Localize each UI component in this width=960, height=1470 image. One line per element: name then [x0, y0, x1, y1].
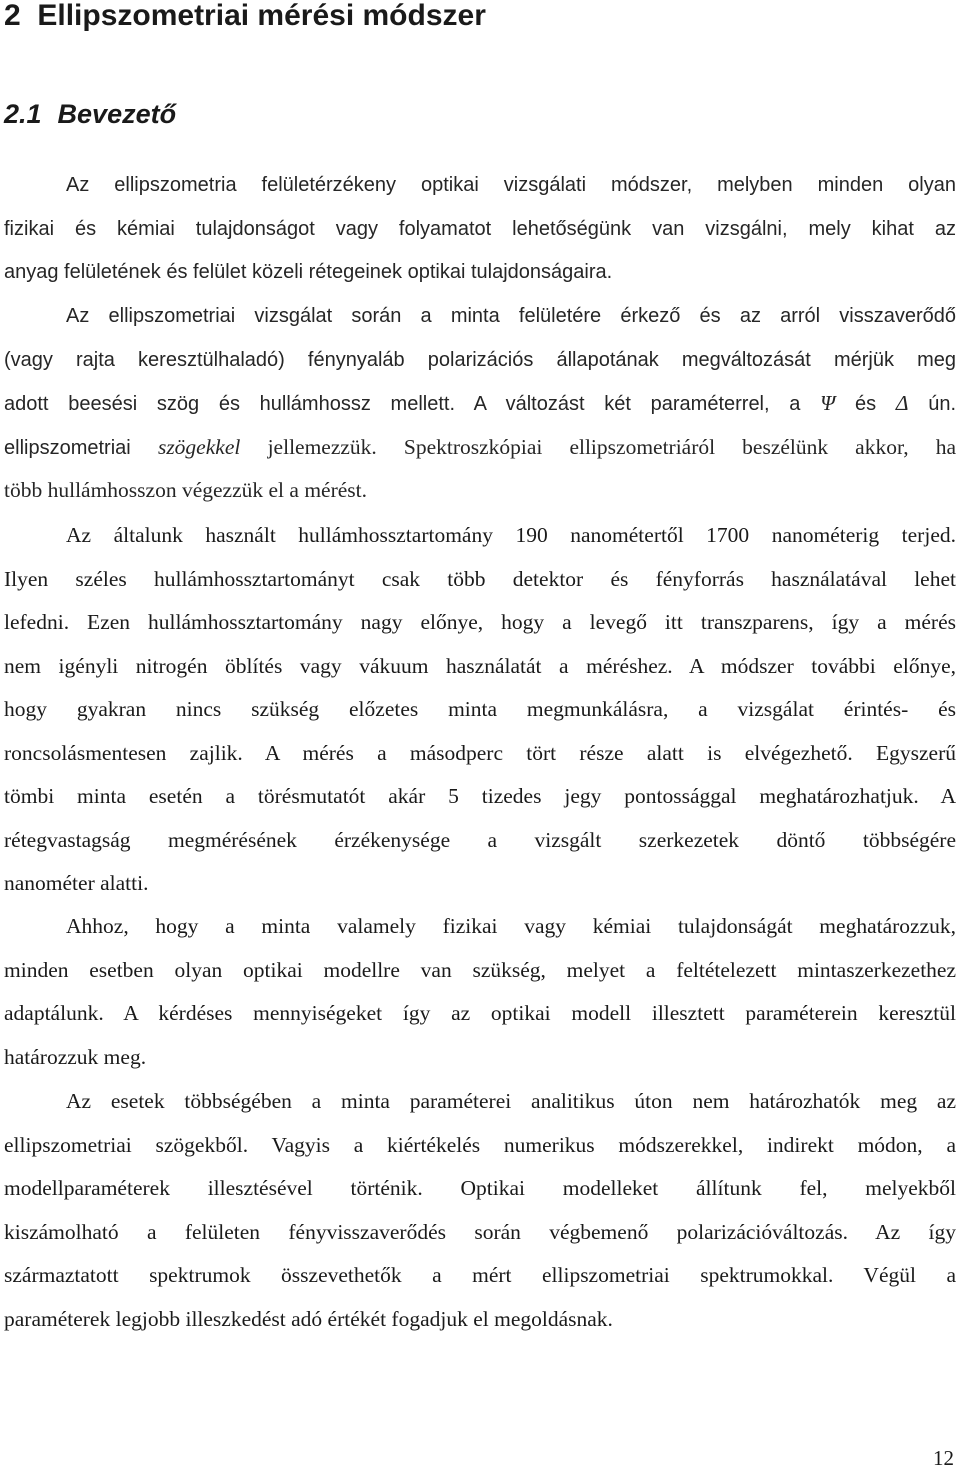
section-heading	[4, 96, 176, 132]
paragraph-numerical-evaluation	[4, 1080, 956, 1341]
paragraph-line: fizikai és kémiai tulajdonságot vagy folyamatot lehetőségünk van vizsgálni, mely kihat az	[4, 217, 956, 240]
paragraph-line	[4, 426, 956, 470]
paragraph-line: modellparaméterek illesztésével történik. Optikai modelleket állítunk fel, melyekből	[4, 1176, 956, 1200]
text-run: ún.	[928, 393, 957, 415]
chapter-heading	[4, 0, 486, 36]
paragraph-line: adaptálunk. A kérdéses mennyiségeket így az optikai modell illesztett paraméterein keresztül	[4, 1001, 956, 1025]
paragraph-line: származtatott spektrumok összevethetők a mért ellipszometriai spektrumokkal. Végül a	[4, 1263, 956, 1287]
psi-symbol: Ψ	[820, 391, 836, 415]
paragraph-line: Az általunk használt hullámhossztartomány 190 nanométertől 1700 nanométerig terjed.	[66, 523, 956, 547]
paragraph-line: Az esetek többségében a minta paraméterei analitikus úton nem határozhatók meg az	[66, 1089, 956, 1113]
chapter-title: Ellipszometriai mérési módszer	[37, 0, 486, 32]
page-number: 12	[933, 1446, 954, 1470]
paragraph-line: Ilyen széles hullámhossztartományt csak több detektor és fényforrás használatával lehet	[4, 566, 956, 591]
paragraph-line: ellipszometriai szögekből. Vagyis a kiértékelés numerikus módszerekkel, indirekt módon, a	[4, 1132, 956, 1157]
paragraph-line: rétegvastagság megmérésének érzékenysége a vizsgált szerkezetek döntő többségére	[4, 827, 956, 852]
paragraph-line: minden esetben olyan optikai modellre van szükség, melyet a feltételezett mintaszerkezethez	[4, 957, 956, 982]
paragraph-line: határozzuk meg.	[4, 1044, 147, 1069]
delta-symbol: Δ	[895, 391, 909, 415]
paragraph-line: (vagy rajta keresztülhaladó) fénynyaláb polarizációs állapotának megváltozását mérjük meg	[4, 348, 956, 371]
section-title: Bevezető	[57, 99, 177, 129]
paragraph-line: roncsolásmentesen zajlik. A mérés a másodperc tört része alatt is elvégezhető. Egyszerű	[4, 740, 956, 765]
text-run: adott beesési szög és hullámhossz mellett. A változást két paraméterrel, a	[4, 393, 801, 415]
emphasis-term: szögekkel	[157, 434, 241, 459]
paragraph-line: paraméterek legjobb illeszkedést adó értékét fogadjuk el megoldásnak.	[4, 1306, 613, 1331]
chapter-number: 2	[4, 0, 21, 32]
paragraph-line: hogy gyakran nincs szükség előzetes minta megmunkálásra, a vizsgálat érintés- és	[4, 697, 956, 721]
paragraph-line: nanométer alatti.	[4, 871, 149, 895]
paragraph-line: tömbi minta esetén a törésmutatót akár 5 tizedes jegy pontossággal meghatározhatjuk. A	[4, 784, 956, 808]
paragraph-line: Az ellipszometria felületérzékeny optikai vizsgálati módszer, melyben minden olyan	[66, 174, 956, 196]
paragraph-line: anyag felületének és felület közeli rétegeinek optikai tulajdonságaira.	[4, 261, 613, 283]
paragraph-ellipsometry-measurement	[4, 295, 956, 513]
section-number: 2.1	[4, 99, 42, 129]
paragraph-line: több hullámhosszon végezzük el a mérést.	[4, 478, 368, 502]
paragraph-line: nem igényli nitrogén öblítés vagy vákuum használatát a méréshez. A módszer további előnye,	[4, 653, 956, 678]
paragraph-line: lefedni. Ezen hullámhossztartomány nagy előnye, hogy a levegő itt transzparens, így a mérés	[4, 610, 956, 634]
paragraph-line: Ahhoz, hogy a minta valamely fizikai vagy kémiai tulajdonságát meghatározzuk,	[66, 914, 956, 938]
paragraph-line: Az ellipszometriai vizsgálat során a minta felületére érkező és az arról visszaverődő	[66, 305, 956, 327]
paragraph-line: kiszámolható a felületen fényvisszaverődés során végbemenő polarizációváltozás. Az így	[4, 1219, 956, 1244]
text-run: és	[855, 393, 877, 415]
paragraph-line	[4, 382, 956, 426]
text-run: jellemezzük. Spektroszkópiai ellipszometriáról beszélünk akkor, ha	[267, 434, 956, 459]
paragraph-intro	[4, 164, 956, 295]
paragraph-optical-model	[4, 905, 956, 1079]
paragraph-wavelength-range	[4, 514, 956, 906]
text-run: ellipszometriai	[4, 436, 131, 459]
